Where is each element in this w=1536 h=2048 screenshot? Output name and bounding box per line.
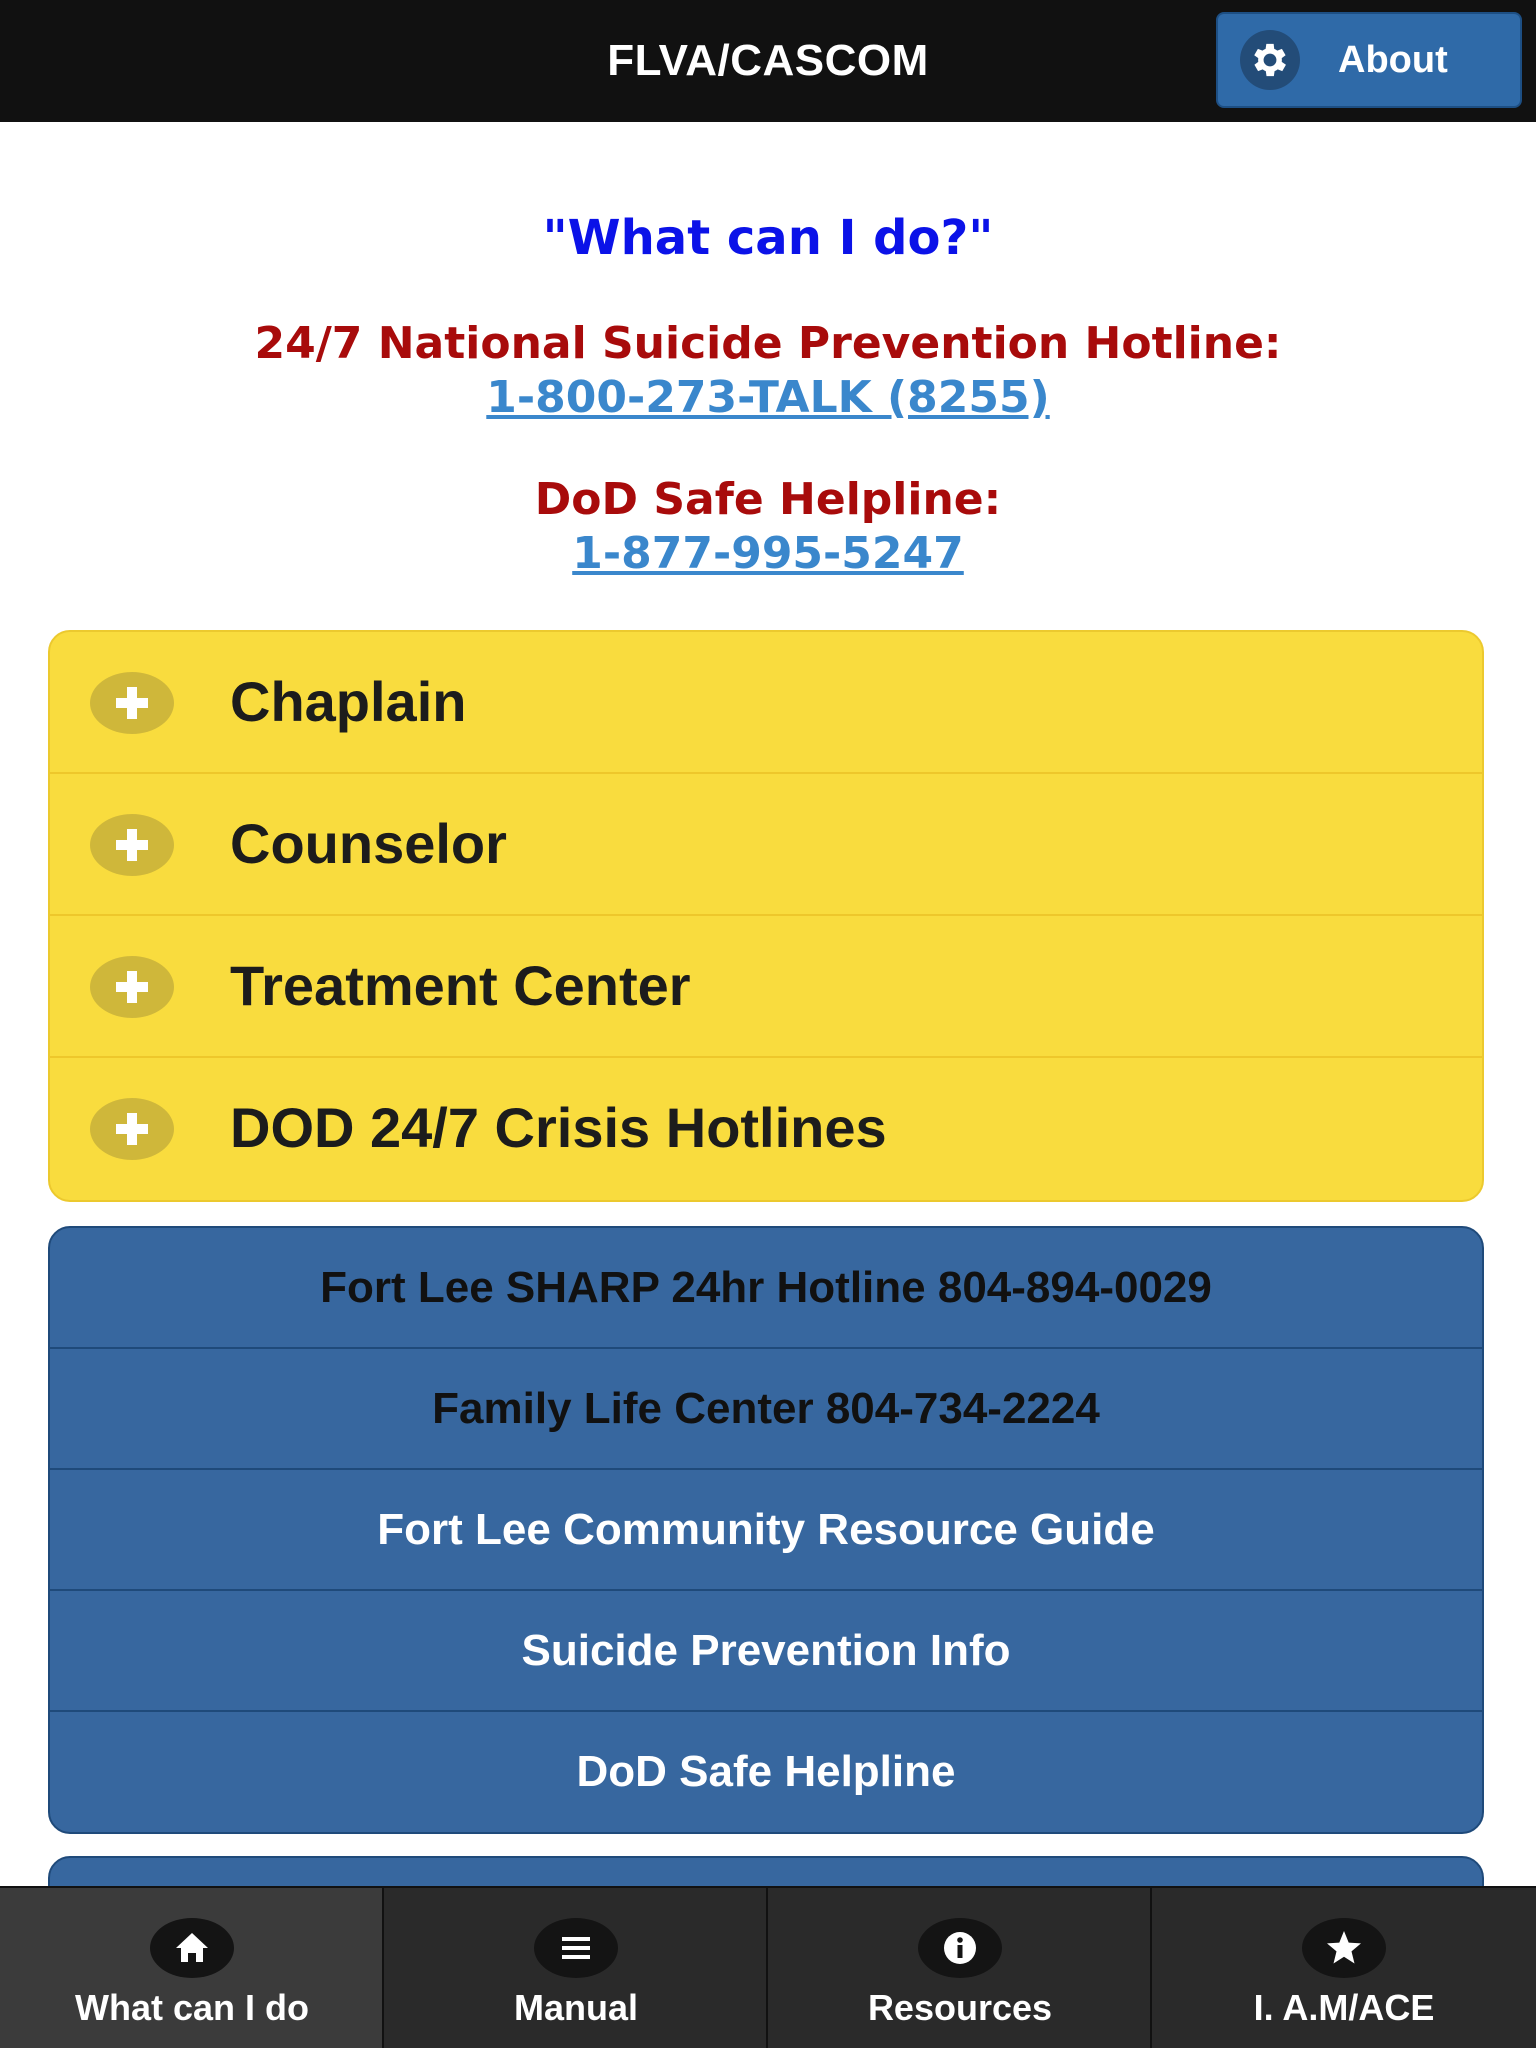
tab-label: Resources: [867, 1987, 1053, 2028]
tab-manual[interactable]: [384, 1888, 768, 2048]
accordion-label: Treatment Center: [230, 954, 691, 1017]
menu-icon: [534, 1918, 618, 1978]
suicide-hotline-link[interactable]: 1-800-273-TALK (8255): [486, 372, 1050, 423]
star-icon: [1302, 1918, 1386, 1978]
gear-icon: [1240, 30, 1300, 90]
tab-label: What can I do: [75, 1987, 309, 2028]
accordion-label: DOD 24/7 Crisis Hotlines: [230, 1096, 887, 1159]
safe-helpline-link[interactable]: 1-877-995-5247: [572, 528, 964, 579]
accordion-label: Chaplain: [230, 670, 467, 733]
contacts-accordion: [48, 630, 1484, 1202]
plus-icon: [90, 1098, 174, 1160]
plus-icon: [90, 814, 174, 876]
accordion-item-crisis-hotlines[interactable]: [50, 1058, 1482, 1200]
bottom-tab-bar: [0, 1886, 1536, 2048]
suicide-prevention-info-button[interactable]: Suicide Prevention Info: [50, 1591, 1482, 1712]
resource-button-group: [48, 1226, 1484, 1834]
accordion-label: Counselor: [230, 812, 507, 875]
sharp-hotline-button[interactable]: Fort Lee SHARP 24hr Hotline 804-894-0029: [50, 1228, 1482, 1349]
tab-label: Manual: [513, 1987, 638, 2028]
plus-icon: [90, 956, 174, 1018]
home-icon: [150, 1918, 234, 1978]
tab-resources[interactable]: [768, 1888, 1152, 2048]
suicide-hotline-label: 24/7 National Suicide Prevention Hotline:: [254, 318, 1282, 369]
family-life-center-button[interactable]: Family Life Center 804-734-2224: [50, 1349, 1482, 1470]
about-label: About: [1338, 39, 1448, 81]
dod-safe-helpline-button[interactable]: DoD Safe Helpline: [576, 1747, 956, 1796]
header-bar: [0, 0, 1536, 122]
accordion-item-chaplain[interactable]: [50, 632, 1482, 774]
tab-iam-ace[interactable]: [1152, 1888, 1536, 2048]
tab-label: I. A.M/ACE: [1253, 1987, 1435, 2028]
tab-what-can-i-do[interactable]: [0, 1888, 384, 2048]
page-title: FLVA/CASCOM: [607, 36, 929, 85]
info-icon: [918, 1918, 1002, 1978]
plus-icon: [90, 672, 174, 734]
safe-helpline-label: DoD Safe Helpline:: [534, 474, 1002, 525]
accordion-item-treatment-center[interactable]: [50, 916, 1482, 1058]
accordion-item-counselor[interactable]: [50, 774, 1482, 916]
about-button[interactable]: [1216, 12, 1522, 108]
headline: "What can I do?": [542, 210, 994, 266]
community-resource-guide-button[interactable]: Fort Lee Community Resource Guide: [50, 1470, 1482, 1591]
